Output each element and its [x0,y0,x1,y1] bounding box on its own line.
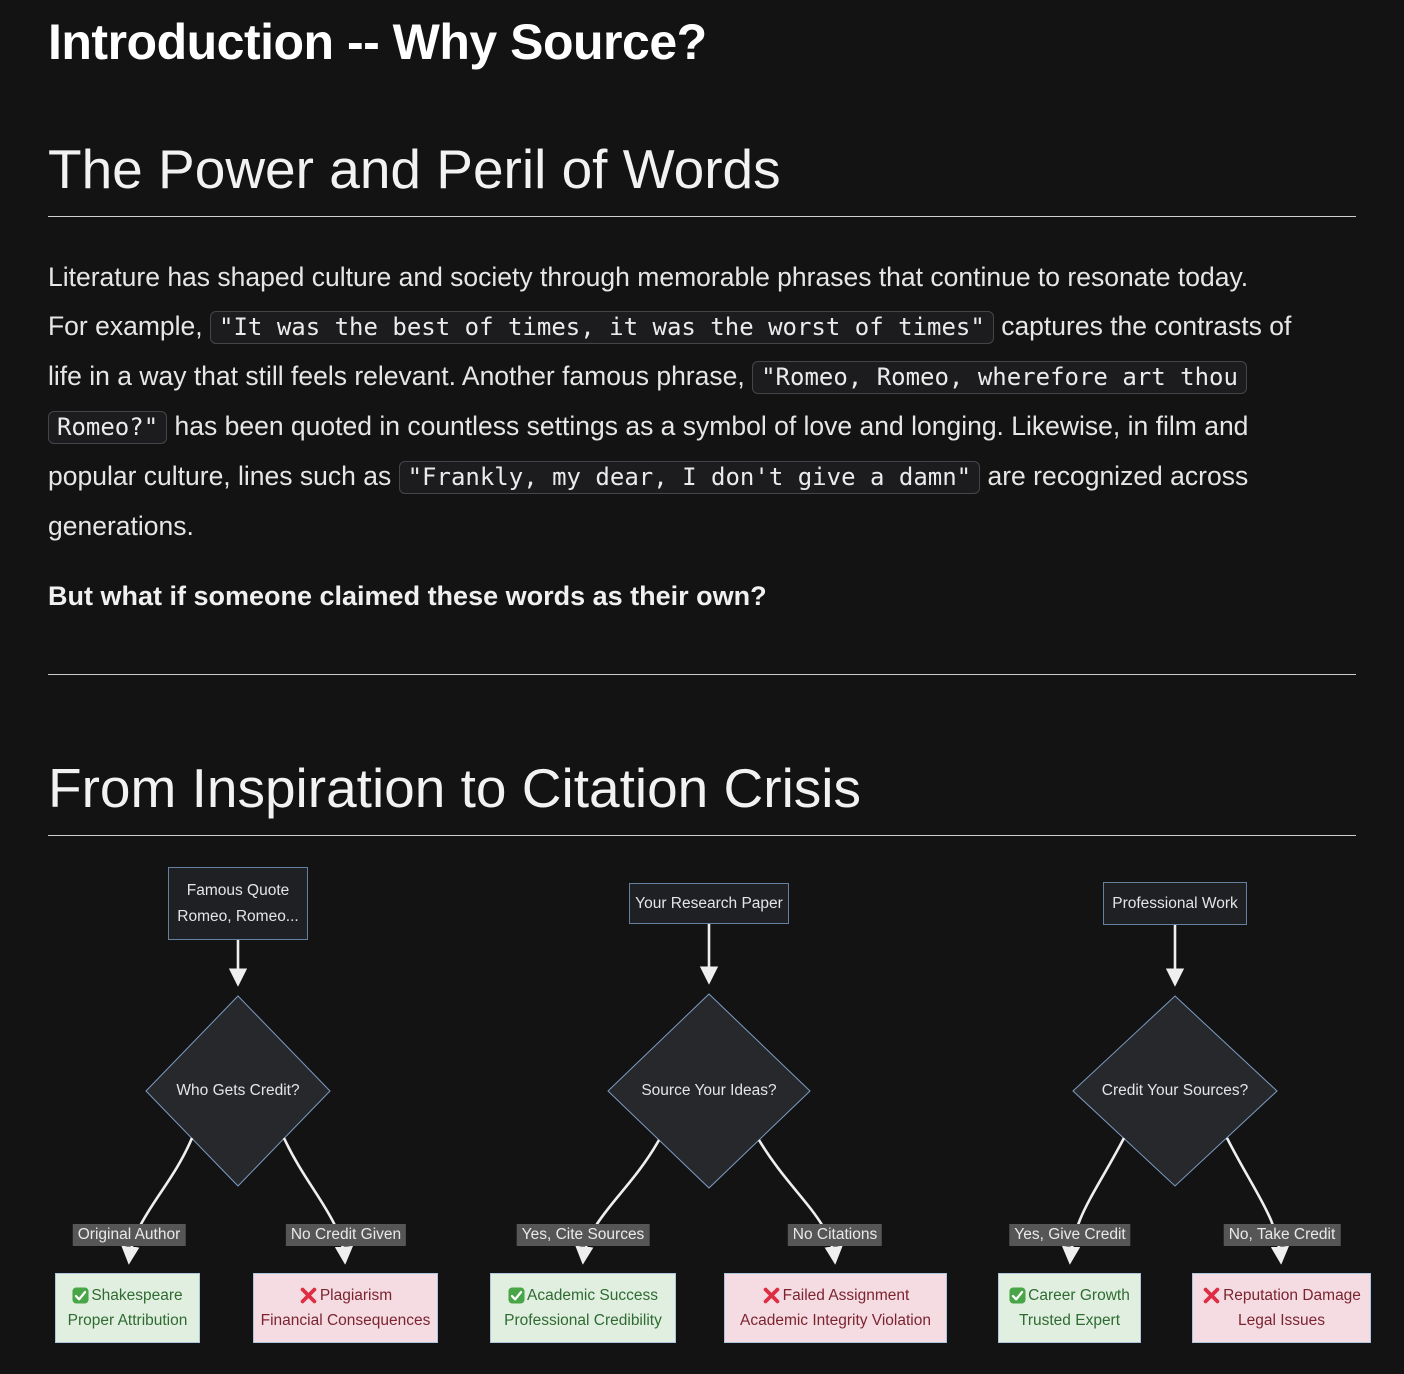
question-text: But what if someone claimed these words as their own? [48,581,767,611]
paragraph-text: are recognized across generations. [48,461,1249,541]
edge-label: No, Take Credit [1224,1224,1341,1246]
check-icon [72,1287,89,1304]
edge-label: No Credit Given [286,1224,406,1246]
source-node-line: Professional Work [1112,894,1238,912]
page-title: Introduction -- Why Source? [48,14,707,70]
outcome-title: Reputation Damage [1223,1286,1361,1304]
cross-icon [299,1286,318,1305]
outcome-title-row [1009,1285,1130,1307]
outcome-box [724,1273,947,1343]
edge-label: Original Author [73,1224,186,1246]
cross-icon [1202,1286,1221,1305]
outcome-box [490,1273,676,1343]
outcome-box [1192,1273,1371,1343]
paragraph-text: has been quoted in countless settings as a symbol of love and longing. Likewise, in film and popular culture, lines such as [48,411,1249,491]
check-icon [508,1287,525,1304]
paragraph-text: captures the contrasts of life in a way that still feels relevant. Another famous phrase, [48,311,1292,391]
decision-diamond-label: Source Your Ideas? [641,1082,777,1099]
divider [48,674,1356,675]
inline-quote-code: "It was the best of times, it was the worst of times" [210,311,994,344]
outcome-title-row [72,1285,182,1307]
outcome-title: Career Growth [1028,1286,1130,1304]
inline-quote-code: "Frankly, my dear, I don't give a damn" [399,461,981,494]
flowchart [48,850,1361,1374]
decision-diamond-label: Who Gets Credit? [176,1082,300,1099]
cross-icon [762,1286,781,1305]
source-node-line: Romeo, Romeo... [177,907,299,925]
decision-diamond-label: Credit Your Sources? [1101,1082,1249,1099]
source-node-line: Your Research Paper [635,894,783,912]
inline-quote-code: "Romeo, Romeo, wherefore art thou Romeo?" [48,361,1247,444]
section-heading-power-peril: The Power and Peril of Words [48,136,1356,217]
outcome-title: Plagiarism [319,1286,393,1304]
outcome-box [998,1273,1141,1343]
outcome-title-row [1202,1285,1361,1307]
outcome-subtitle: Legal Issues [1237,1311,1326,1329]
outcome-title: Failed Assignment [782,1286,910,1304]
outcome-title-row [762,1285,910,1307]
intro-paragraph [48,253,1293,551]
check-icon [1009,1287,1026,1304]
edge-label: Yes, Give Credit [1009,1224,1130,1246]
outcome-title-row [508,1285,658,1307]
flow-source-node [1103,882,1247,925]
section-heading-citation-crisis: From Inspiration to Citation Crisis [48,755,1356,836]
paragraph-text: Literature has shaped culture and society through memorable phrases that continue to resonate today. For example, [48,262,1249,341]
outcome-subtitle: Proper Attribution [67,1311,188,1329]
outcome-box [55,1273,200,1343]
outcome-subtitle: Professional Credibility [504,1311,662,1329]
outcome-subtitle: Academic Integrity Violation [740,1311,931,1329]
edge-label: Yes, Cite Sources [517,1224,650,1246]
outcome-title: Academic Success [527,1286,658,1304]
outcome-title: Shakespeare [91,1286,183,1304]
outcome-subtitle: Trusted Expert [1018,1311,1121,1329]
source-node-line: Famous Quote [186,881,290,899]
outcome-title-row [299,1285,392,1307]
flow-source-node [629,883,789,924]
edge-label: No Citations [788,1224,882,1246]
outcome-box [253,1273,438,1343]
flow-source-node [168,867,308,940]
outcome-subtitle: Financial Consequences [260,1311,431,1329]
